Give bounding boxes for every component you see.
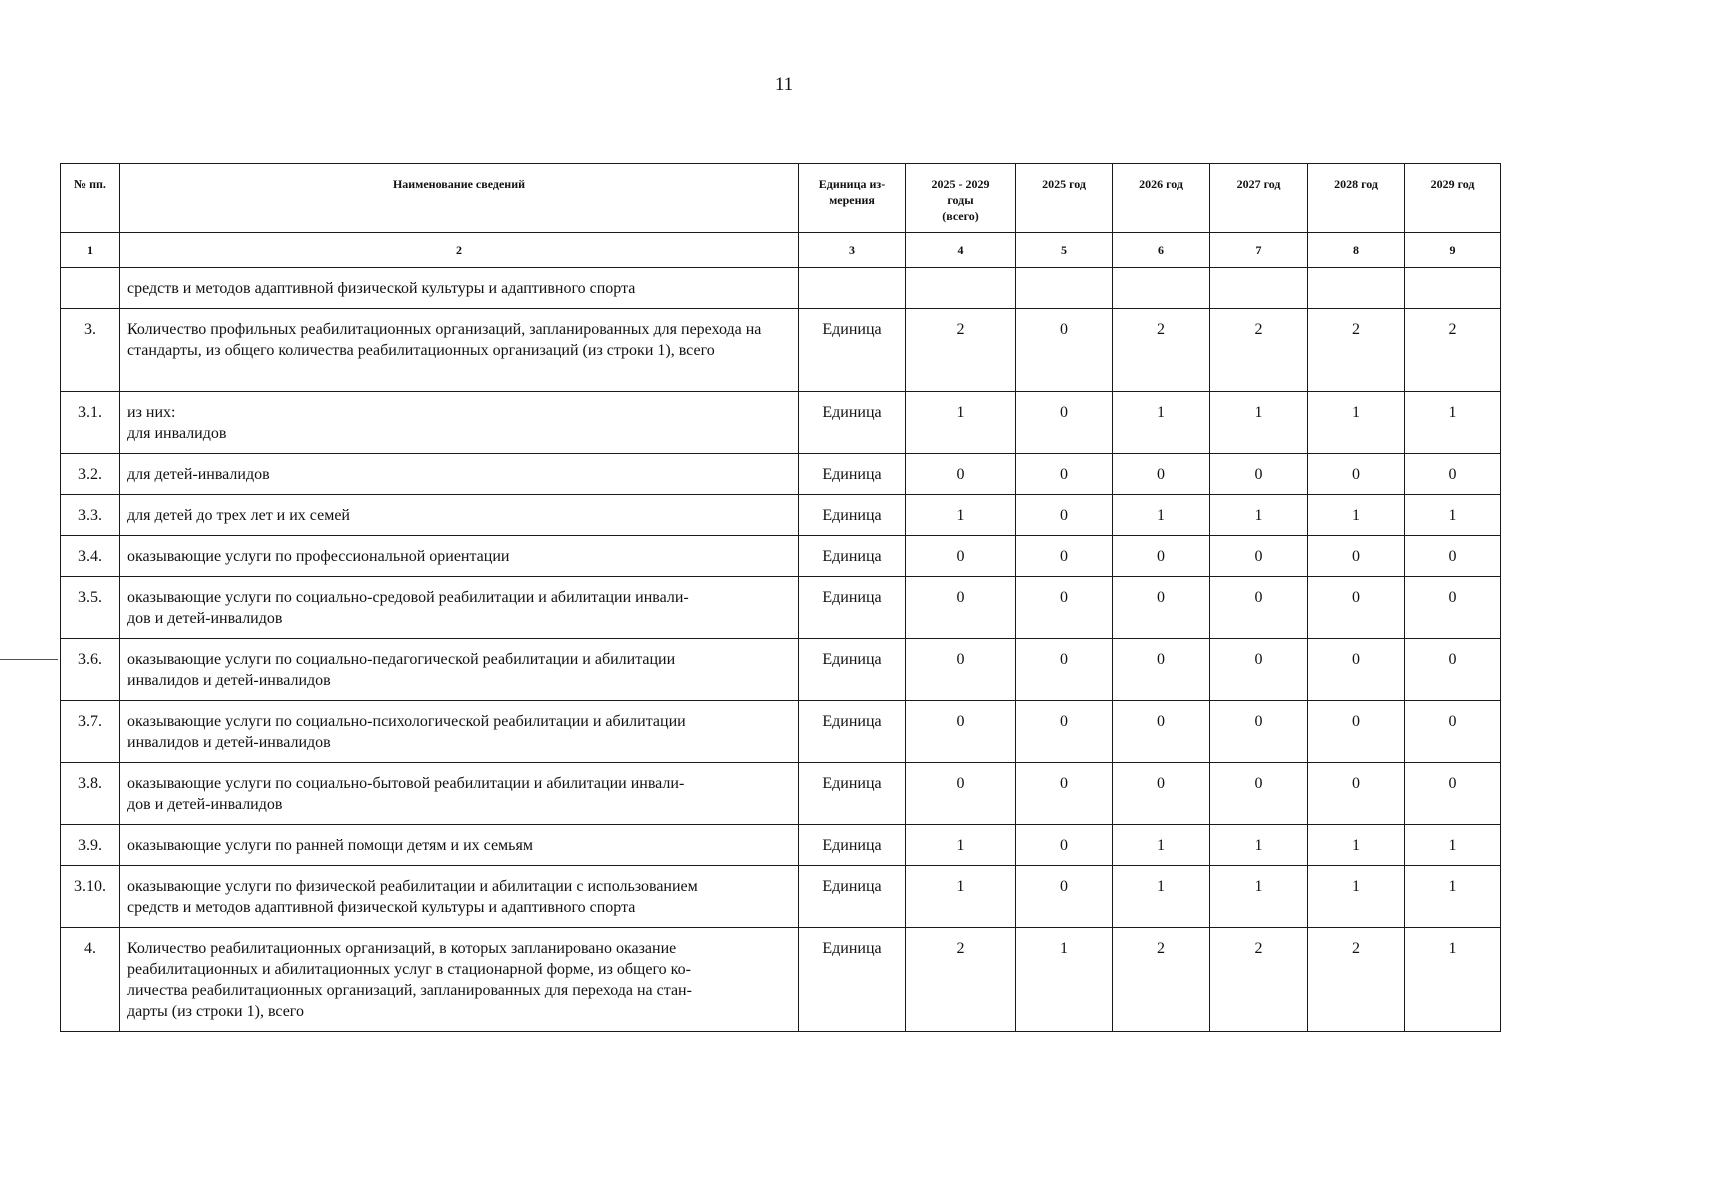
row-value-col-6: 0	[1113, 454, 1210, 495]
row-value-col-4: 0	[906, 639, 1016, 701]
row-value-col-6: 0	[1113, 536, 1210, 577]
row-name: оказывающие услуги по ранней помощи детям и их семьям	[120, 825, 799, 866]
row-value-col-7: 1	[1210, 392, 1308, 454]
table-row	[61, 639, 1501, 701]
row-value-col-8	[1308, 268, 1405, 309]
table-row	[61, 577, 1501, 639]
row-value-col-5: 0	[1016, 866, 1113, 928]
row-unit: Единица	[799, 866, 906, 928]
row-unit: Единица	[799, 392, 906, 454]
row-value-col-5: 0	[1016, 495, 1113, 536]
row-value-col-8: 1	[1308, 825, 1405, 866]
row-value-col-6: 0	[1113, 639, 1210, 701]
row-unit	[799, 268, 906, 309]
row-value-col-8: 0	[1308, 701, 1405, 763]
column-header-5: 2025 год	[1016, 164, 1113, 233]
row-value-col-7: 1	[1210, 495, 1308, 536]
row-number	[61, 268, 120, 309]
row-value-col-4: 0	[906, 454, 1016, 495]
column-header-4: 2025 - 2029 годы (всего)	[906, 164, 1016, 233]
row-value-col-9	[1405, 268, 1501, 309]
column-number-1: 1	[61, 233, 120, 268]
row-value-col-4: 1	[906, 866, 1016, 928]
row-value-col-7	[1210, 268, 1308, 309]
column-number-6: 6	[1113, 233, 1210, 268]
row-value-col-9: 0	[1405, 639, 1501, 701]
row-number: 3.6.	[61, 639, 120, 701]
scan-line-left	[0, 659, 58, 660]
row-name: Количество реабилитационных организаций, в которых запланировано оказание реабилитационных и абилитационных услуг в стационарной форме, из общего ко- личества реабилитационных организаций, запланированных для перехода на стан- дарты (из строки 1), всего	[120, 928, 799, 1032]
row-value-col-9: 0	[1405, 454, 1501, 495]
column-number-2: 2	[120, 233, 799, 268]
row-value-col-6: 0	[1113, 763, 1210, 825]
row-value-col-8: 0	[1308, 454, 1405, 495]
row-name: из них: для инвалидов	[120, 392, 799, 454]
row-value-col-6	[1113, 268, 1210, 309]
row-unit: Единица	[799, 454, 906, 495]
row-value-col-4: 0	[906, 701, 1016, 763]
table-row	[61, 536, 1501, 577]
table-row	[61, 392, 1501, 454]
row-value-col-5: 0	[1016, 536, 1113, 577]
row-number: 3.2.	[61, 454, 120, 495]
table-row	[61, 825, 1501, 866]
table-row	[61, 928, 1501, 1032]
table-row	[61, 268, 1501, 309]
row-value-col-8: 0	[1308, 536, 1405, 577]
row-number: 3.4.	[61, 536, 120, 577]
row-number: 3.1.	[61, 392, 120, 454]
statistics-table	[60, 163, 1501, 1032]
row-value-col-6: 1	[1113, 825, 1210, 866]
column-number-7: 7	[1210, 233, 1308, 268]
column-number-4: 4	[906, 233, 1016, 268]
row-unit: Единица	[799, 309, 906, 392]
row-value-col-7: 0	[1210, 577, 1308, 639]
row-value-col-9: 1	[1405, 495, 1501, 536]
column-header-6: 2026 год	[1113, 164, 1210, 233]
row-value-col-5	[1016, 268, 1113, 309]
row-value-col-4: 1	[906, 392, 1016, 454]
column-number-3: 3	[799, 233, 906, 268]
column-header-1: № пп.	[61, 164, 120, 233]
table-row	[61, 309, 1501, 392]
row-value-col-7: 0	[1210, 454, 1308, 495]
row-number: 4.	[61, 928, 120, 1032]
row-value-col-8: 1	[1308, 866, 1405, 928]
row-value-col-9: 2	[1405, 309, 1501, 392]
row-value-col-4: 2	[906, 309, 1016, 392]
row-value-col-6: 2	[1113, 309, 1210, 392]
row-value-col-5: 1	[1016, 928, 1113, 1032]
row-value-col-4: 1	[906, 495, 1016, 536]
row-number: 3.9.	[61, 825, 120, 866]
row-value-col-5: 0	[1016, 454, 1113, 495]
row-name: Количество профильных реабилитационных организаций, запланированных для перехода на стандарты, из общего количества реабилитационных организаций (из строки 1), всего	[120, 309, 799, 392]
row-unit: Единица	[799, 639, 906, 701]
row-name: оказывающие услуги по социально-средовой реабилитации и абилитации инвали- дов и детей-инвалидов	[120, 577, 799, 639]
row-name: оказывающие услуги по физической реабилитации и абилитации с использованием средств и методов адаптивной физической культуры и адаптивного спорта	[120, 866, 799, 928]
row-value-col-8: 0	[1308, 577, 1405, 639]
row-value-col-6: 2	[1113, 928, 1210, 1032]
row-value-col-4: 2	[906, 928, 1016, 1032]
row-value-col-8: 2	[1308, 309, 1405, 392]
column-number-row	[61, 233, 1501, 268]
row-number: 3.3.	[61, 495, 120, 536]
header-row	[61, 164, 1501, 233]
row-number: 3.7.	[61, 701, 120, 763]
row-value-col-6: 1	[1113, 392, 1210, 454]
row-name: средств и методов адаптивной физической культуры и адаптивного спорта	[120, 268, 799, 309]
column-header-8: 2028 год	[1308, 164, 1405, 233]
row-value-col-7: 0	[1210, 639, 1308, 701]
row-value-col-9: 1	[1405, 866, 1501, 928]
row-name: оказывающие услуги по профессиональной ориентации	[120, 536, 799, 577]
row-value-col-9: 1	[1405, 392, 1501, 454]
row-value-col-5: 0	[1016, 763, 1113, 825]
table-body	[61, 268, 1501, 1032]
table-row	[61, 763, 1501, 825]
row-number: 3.8.	[61, 763, 120, 825]
row-unit: Единица	[799, 825, 906, 866]
row-value-col-5: 0	[1016, 825, 1113, 866]
row-value-col-7: 2	[1210, 309, 1308, 392]
row-value-col-9: 0	[1405, 763, 1501, 825]
column-number-9: 9	[1405, 233, 1501, 268]
row-value-col-9: 1	[1405, 825, 1501, 866]
table-row	[61, 454, 1501, 495]
row-unit: Единица	[799, 536, 906, 577]
row-unit: Единица	[799, 928, 906, 1032]
row-value-col-5: 0	[1016, 701, 1113, 763]
row-value-col-4: 0	[906, 763, 1016, 825]
table-row	[61, 495, 1501, 536]
table-row	[61, 701, 1501, 763]
row-value-col-5: 0	[1016, 309, 1113, 392]
row-name: для детей до трех лет и их семей	[120, 495, 799, 536]
row-value-col-6: 0	[1113, 577, 1210, 639]
row-value-col-8: 1	[1308, 392, 1405, 454]
column-header-2: Наименование сведений	[120, 164, 799, 233]
row-name: для детей-инвалидов	[120, 454, 799, 495]
row-unit: Единица	[799, 495, 906, 536]
row-value-col-7: 1	[1210, 825, 1308, 866]
row-value-col-7: 1	[1210, 866, 1308, 928]
row-value-col-9: 0	[1405, 536, 1501, 577]
table-header	[61, 164, 1501, 268]
row-value-col-4: 1	[906, 825, 1016, 866]
row-number: 3.10.	[61, 866, 120, 928]
column-number-5: 5	[1016, 233, 1113, 268]
row-value-col-7: 0	[1210, 701, 1308, 763]
row-value-col-7: 0	[1210, 763, 1308, 825]
table-row	[61, 866, 1501, 928]
row-unit: Единица	[799, 577, 906, 639]
column-header-9: 2029 год	[1405, 164, 1501, 233]
column-header-3: Единица из- мерения	[799, 164, 906, 233]
row-value-col-4: 0	[906, 536, 1016, 577]
row-unit: Единица	[799, 763, 906, 825]
page-number: 11	[774, 74, 794, 95]
row-value-col-9: 0	[1405, 701, 1501, 763]
row-value-col-8: 1	[1308, 495, 1405, 536]
row-value-col-8: 2	[1308, 928, 1405, 1032]
row-value-col-5: 0	[1016, 392, 1113, 454]
row-value-col-5: 0	[1016, 639, 1113, 701]
row-name: оказывающие услуги по социально-бытовой реабилитации и абилитации инвали- дов и детей-инвалидов	[120, 763, 799, 825]
row-name: оказывающие услуги по социально-психологической реабилитации и абилитации инвалидов и детей-инвалидов	[120, 701, 799, 763]
row-value-col-5: 0	[1016, 577, 1113, 639]
row-value-col-4	[906, 268, 1016, 309]
row-value-col-7: 2	[1210, 928, 1308, 1032]
row-number: 3.	[61, 309, 120, 392]
row-value-col-6: 0	[1113, 701, 1210, 763]
column-number-8: 8	[1308, 233, 1405, 268]
row-value-col-9: 1	[1405, 928, 1501, 1032]
row-value-col-6: 1	[1113, 866, 1210, 928]
row-unit: Единица	[799, 701, 906, 763]
row-value-col-8: 0	[1308, 639, 1405, 701]
row-value-col-7: 0	[1210, 536, 1308, 577]
row-value-col-9: 0	[1405, 577, 1501, 639]
row-value-col-8: 0	[1308, 763, 1405, 825]
row-number: 3.5.	[61, 577, 120, 639]
row-value-col-6: 1	[1113, 495, 1210, 536]
column-header-7: 2027 год	[1210, 164, 1308, 233]
row-name: оказывающие услуги по социально-педагогической реабилитации и абилитации инвалидов и детей-инвалидов	[120, 639, 799, 701]
row-value-col-4: 0	[906, 577, 1016, 639]
